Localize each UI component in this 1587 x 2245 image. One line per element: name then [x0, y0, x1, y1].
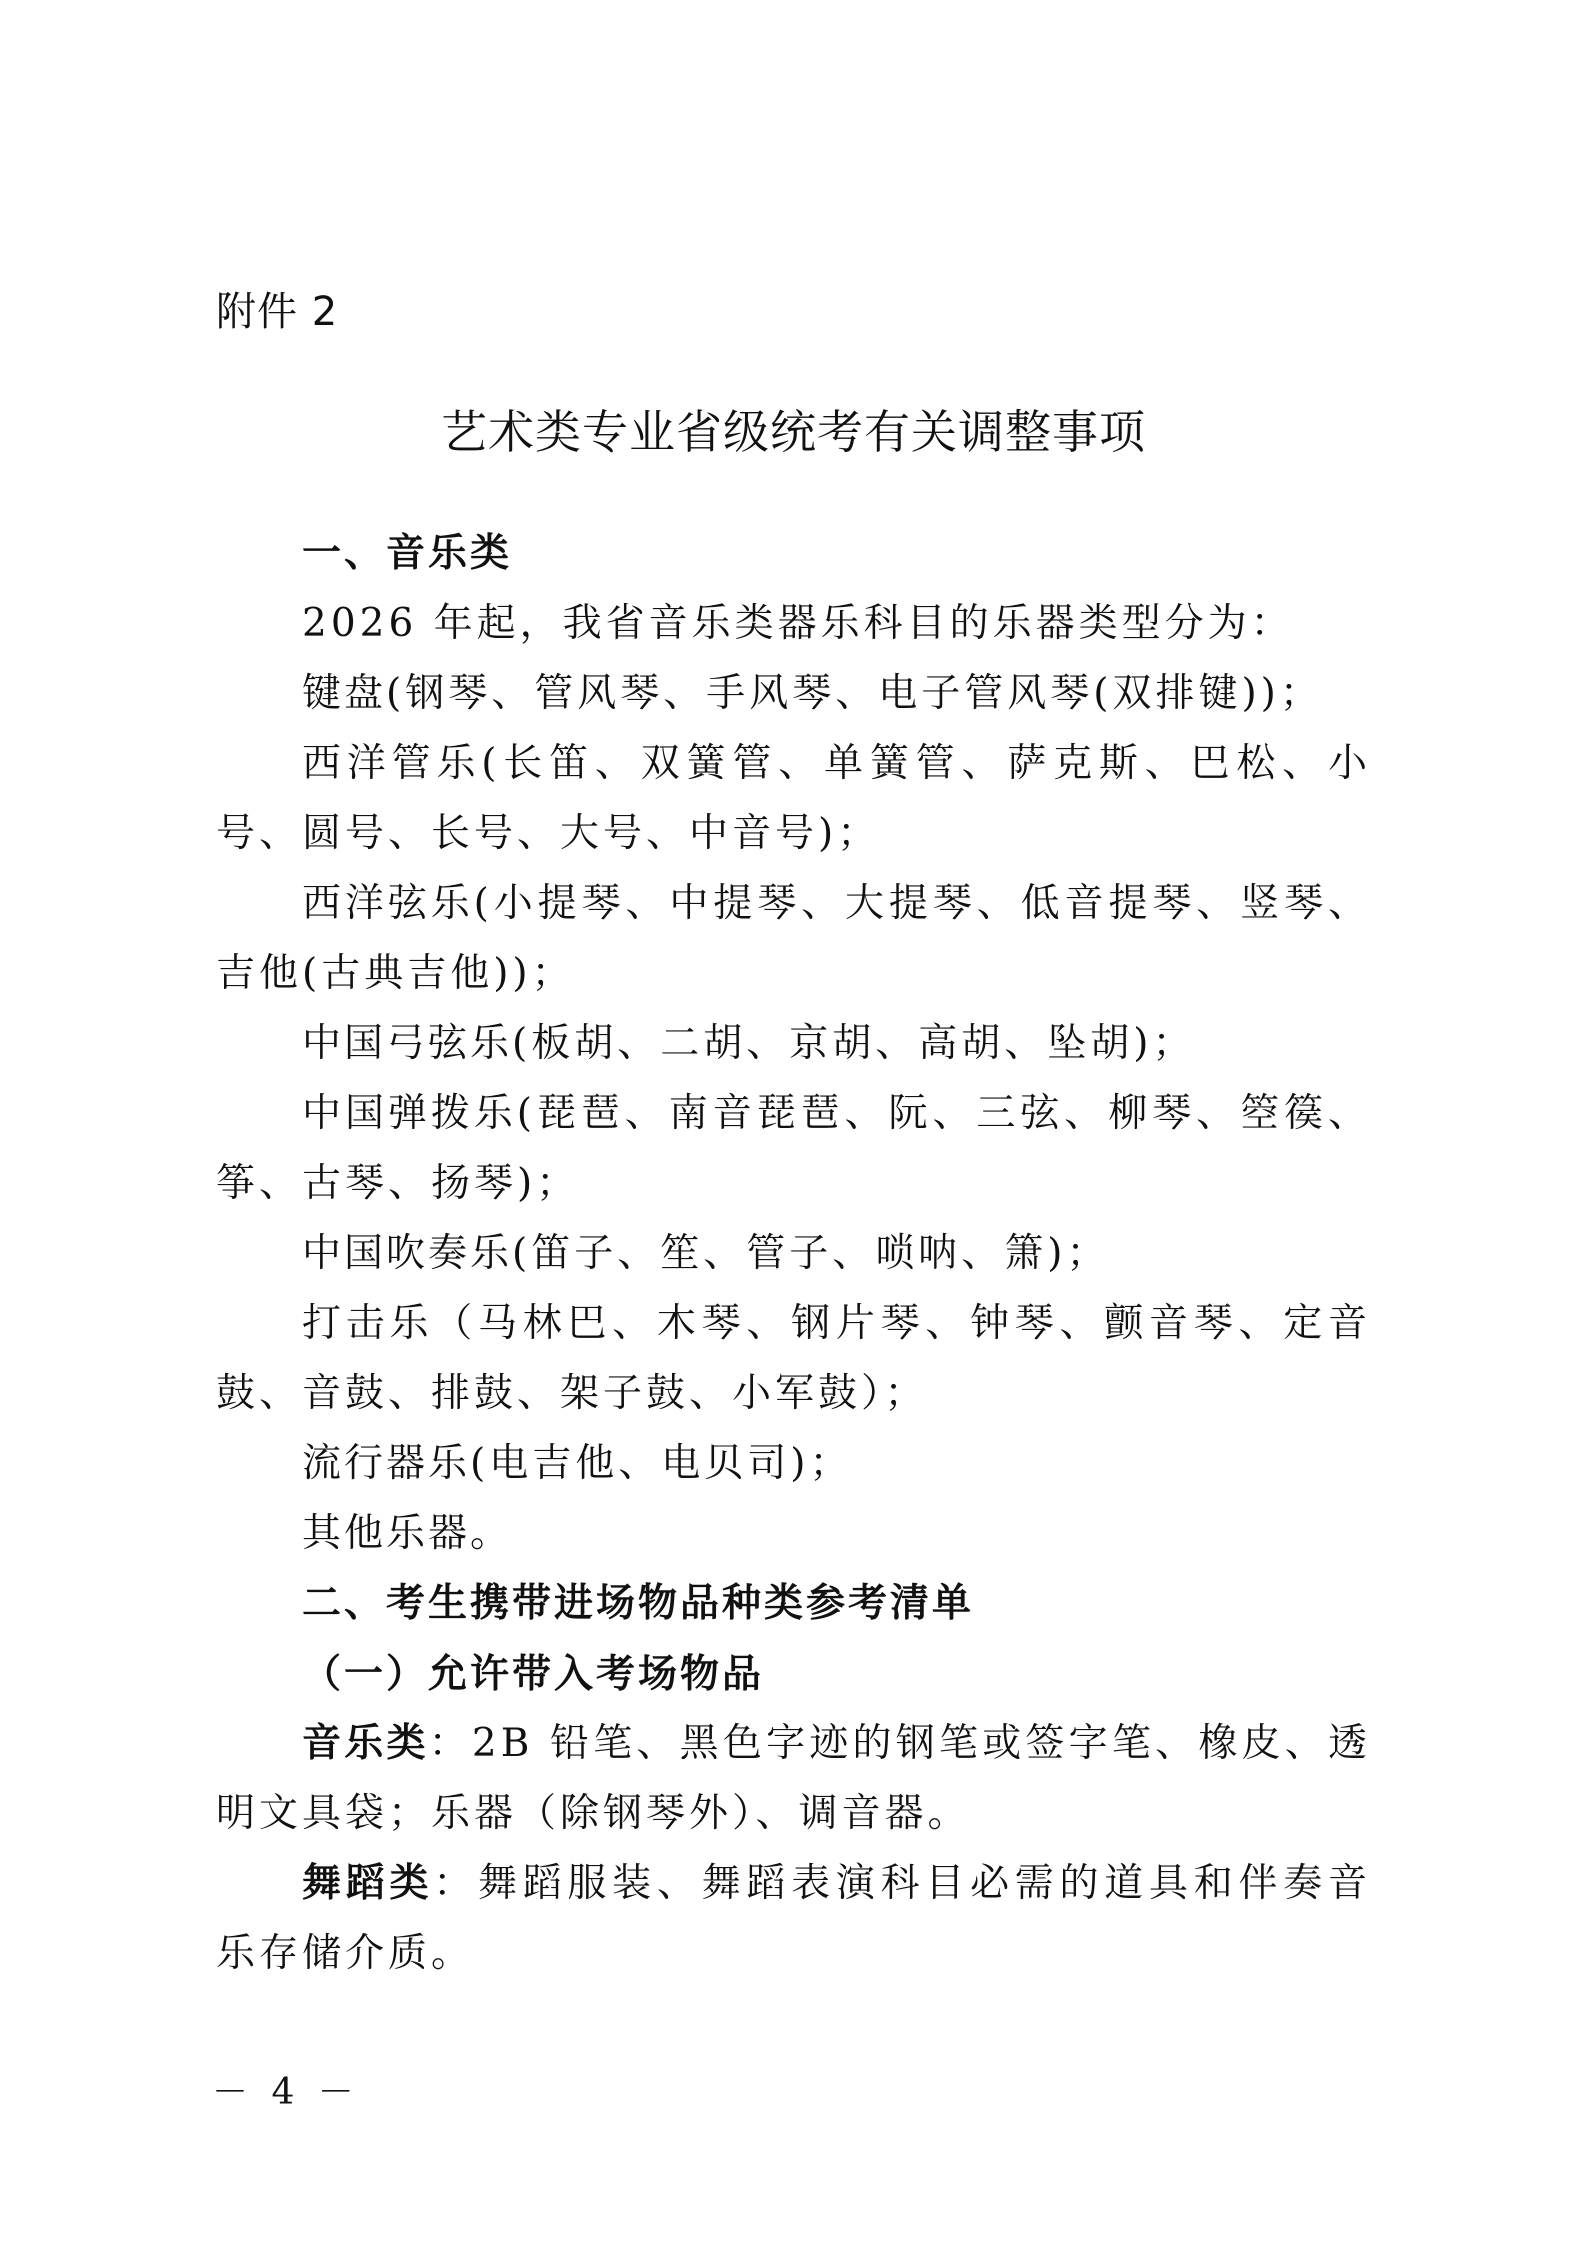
category-name: 打击乐	[302, 1301, 434, 1346]
category-name: 流行器乐	[302, 1441, 471, 1486]
allowed-items-music	[216, 1709, 1371, 1849]
category-name: 西洋弦乐	[302, 881, 474, 926]
item-category-detail: ：2B 铅笔、黑色字迹的钢笔或签字笔、橡皮、透明文具袋；乐器（除钢琴外）、调音器。	[216, 1721, 1371, 1836]
instrument-category-chinese-wind	[216, 1219, 1371, 1289]
attachment-label: 附件 2	[216, 289, 339, 335]
category-name: 中国吹奏乐	[302, 1231, 513, 1276]
subsection-heading-allowed-items: （一）允许带入考场物品	[302, 1651, 765, 1697]
item-category-name: 音乐类	[302, 1721, 429, 1766]
category-detail: (长笛、双簧管、单簧管、萨克斯、巴松、小号、圆号、长号、大号、中音号)；	[216, 741, 1371, 856]
document-title: 艺术类专业省级统考有关调整事项	[441, 405, 1146, 459]
category-detail: (小提琴、中提琴、大提琴、低音提琴、竖琴、吉他(古典吉他))；	[216, 881, 1371, 996]
instrument-category-keyboard	[216, 659, 1371, 729]
category-detail: (琵琶、南音琵琶、阮、三弦、柳琴、箜篌、筝、古琴、扬琴)；	[216, 1091, 1371, 1206]
item-category-name: 舞蹈类	[302, 1861, 434, 1906]
item-category-detail: ：舞蹈服装、舞蹈表演科目必需的道具和伴奏音乐存储介质。	[216, 1861, 1371, 1976]
section-intro: 2026 年起，我省音乐类器乐科目的乐器类型分为：	[302, 601, 1294, 646]
instrument-category-pop	[216, 1429, 1371, 1499]
category-detail: (电吉他、电贝司)；	[470, 1441, 853, 1486]
instrument-category-chinese-bowed	[216, 1009, 1371, 1079]
category-name: 键盘	[302, 671, 387, 716]
page-number: － 4 －	[212, 2072, 360, 2113]
category-detail: (笛子、笙、管子、唢呐、箫)；	[512, 1231, 1110, 1276]
section-heading-items: 二、考生携带进场物品种类参考清单	[302, 1581, 975, 1626]
instrument-category-western-string	[216, 869, 1371, 1009]
section-heading-music: 一、音乐类	[302, 531, 513, 576]
document-body	[216, 519, 1371, 1989]
instrument-category-other	[216, 1499, 1371, 1569]
category-name: 其他乐器。	[302, 1511, 513, 1556]
instrument-category-chinese-plucked	[216, 1079, 1371, 1219]
category-detail: (板胡、二胡、京胡、高胡、坠胡)；	[512, 1021, 1196, 1066]
category-name: 西洋管乐	[302, 741, 482, 786]
instrument-category-percussion	[216, 1289, 1371, 1429]
category-name: 中国弓弦乐	[302, 1021, 513, 1066]
category-name: 中国弹拨乐	[302, 1091, 517, 1136]
category-detail: （马林巴、木琴、钢片琴、钟琴、颤音琴、定音鼓、音鼓、排鼓、架子鼓、小军鼓）；	[216, 1301, 1371, 1416]
instrument-category-western-wind	[216, 729, 1371, 869]
allowed-items-dance	[216, 1849, 1371, 1989]
category-detail: (钢琴、管风琴、手风琴、电子管风琴(双排键))；	[386, 671, 1323, 716]
